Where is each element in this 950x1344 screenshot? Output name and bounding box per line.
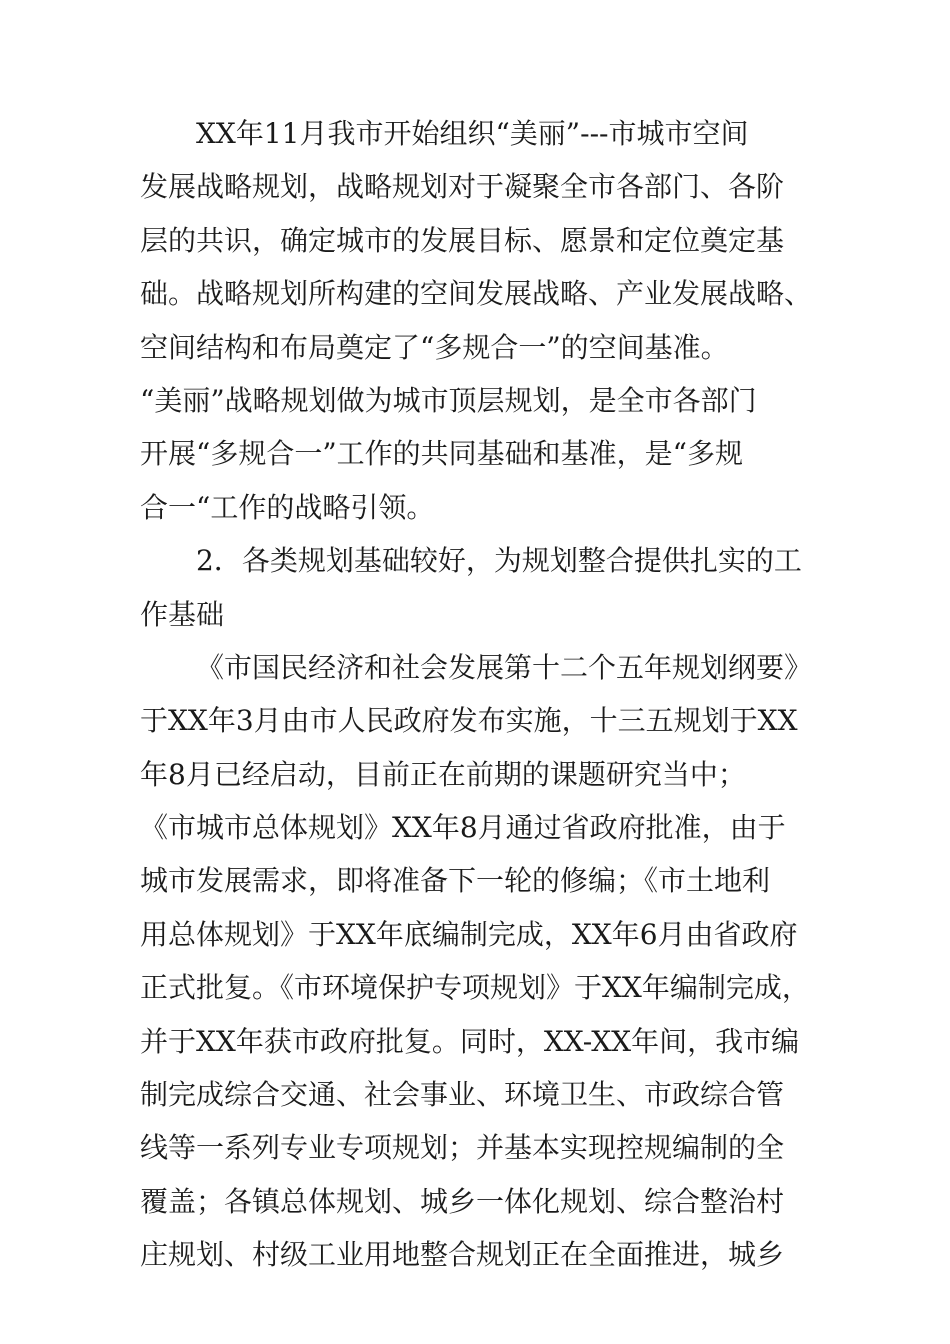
text-line: 开展“多规合一”工作的共同基础和基准，是“多规 — [140, 437, 743, 471]
text-line: 于XX年3月由市人民政府发布实施，十三五规划于XX — [140, 704, 798, 738]
text-line: 并于XX年获市政府批复。同时，XX-XX年间，我市编 — [140, 1024, 800, 1058]
text-line: 制完成综合交通、社会事业、环境卫生、市政综合管 — [140, 1078, 785, 1112]
text-line: 年8月已经启动，目前正在前期的课题研究当中； — [140, 757, 746, 791]
text-line: 层的共识，确定城市的发展目标、愿景和定位奠定基 — [140, 223, 785, 257]
text-line: 《市国民经济和社会发展第十二个五年规划纲要》 — [196, 650, 813, 684]
text-line: 发展战略规划，战略规划对于凝聚全市各部门、各阶 — [140, 170, 785, 204]
text-line: 城市发展需求，即将准备下一轮的修编；《市土地利 — [140, 864, 771, 898]
text-line: 正式批复。《市环境保护专项规划》于XX年编制完成， — [140, 971, 810, 1005]
text-line: 覆盖；各镇总体规划、城乡一体化规划、综合整治村 — [140, 1184, 785, 1218]
text-line: 空间结构和布局奠定了“多规合一”的空间基准。 — [140, 330, 729, 364]
section-heading-line: 作基础 — [140, 597, 225, 631]
text-line: 线等一系列专业专项规划；并基本实现控规编制的全 — [140, 1131, 785, 1165]
text-line: 庄规划、村级工业用地整合规划正在全面推进，城乡 — [140, 1238, 785, 1272]
section-heading-line: 2．各类规划基础较好，为规划整合提供扎实的工 — [196, 544, 802, 578]
text-line: 合一“工作的战略引领。 — [140, 490, 435, 524]
text-line: 础。战略规划所构建的空间发展战略、产业发展战略、 — [140, 277, 813, 311]
text-line: 用总体规划》于XX年底编制完成，XX年6月由省政府 — [140, 917, 798, 951]
text-line: 《市城市总体规划》XX年8月通过省政府批准，由于 — [140, 811, 786, 845]
document-body — [140, 107, 830, 1282]
text-line: “美丽”战略规划做为城市顶层规划，是全市各部门 — [140, 383, 757, 417]
text-line: XX年11月我市开始组织“美丽”---市城市空间 — [196, 117, 749, 150]
